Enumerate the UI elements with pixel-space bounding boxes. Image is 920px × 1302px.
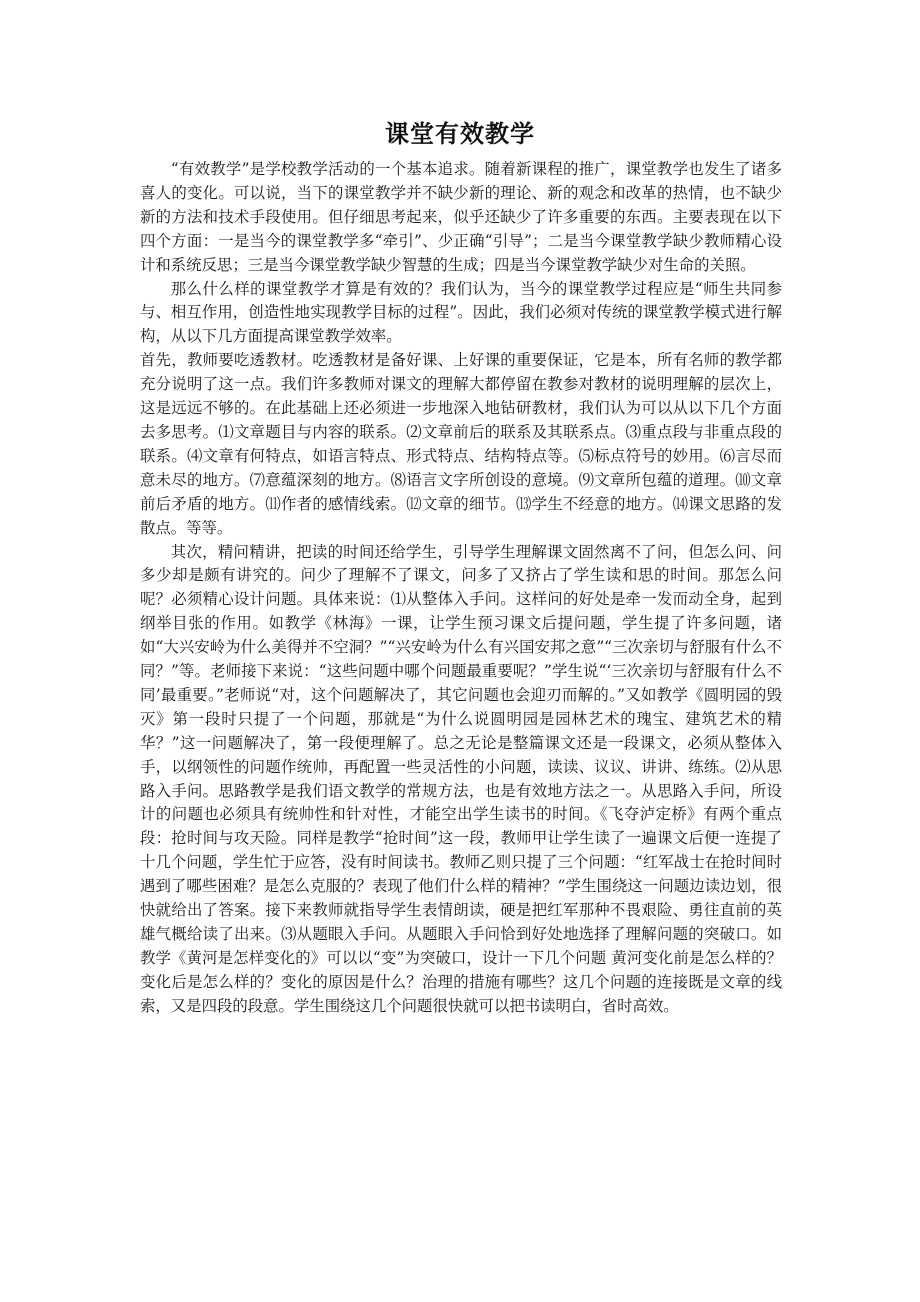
paragraph-definition: 那么什么样的课堂教学才算是有效的？我们认为，当今的课堂教学过程应是“师生共同参与、相互作用，创造性地实现教学目标的过程”。因此，我们必须对传统的课堂教学模式进行解构，从以下几方面提高课堂教学效率。 bbox=[140, 279, 782, 346]
paragraph-second-point: 其次，精问精讲，把读的时间还给学生，引导学生理解课文固然离不了问，但怎么问、问多少却是颇有讲究的。问少了理解不了课文，问多了又挤占了学生读和思的时间。那怎么问呢？必须精心设计问题。具体来说：⑴从整体入手问。这样问的好处是牵一发而动全身，起到纲举目张的作用。如教学《林海》一课，让学生预习课文后提问题，学生提了许多问题，诸如“大兴安岭为什么美得并不空洞？”“兴安岭为什么有兴国安邦之意”“三次亲切与舒服有什么不同？”等。老师接下来说：“这些问题中哪个问题最重要呢？”学生说“‘三次亲切与舒服有什么不同’最重要。”老师说“对，这个问题解决了，其它问题也会迎刃而解的。”又如教学《圆明园的毁灭》第一段时只提了一个问题，那就是“为什么说圆明园是园林艺术的瑰宝、建筑艺术的精华？”这一问题解决了，第一段便理解了。总之无论是整篇课文还是一段课文，必须从整体入手，以纲领性的问题作统帅，再配置一些灵活性的小问题，读读、议议、讲讲、练练。⑵从思路入手问。思路教学是我们语文教学的常规方法，也是有效地方法之一。从思路入手问，所设计的问题也必须具有统帅性和针对性，才能空出学生读书的时间。《飞夺泸定桥》有两个重点段：抢时间与攻天险。同样是教学“抢时间”这一段，教师甲让学生读了一遍课文后便一连提了十几个问题，学生忙于应答，没有时间读书。教师乙则只提了三个问题：“红军战士在抢时间时遇到了哪些困难？是怎么克服的？表现了他们什么样的精神？”学生围绕这一问题边读边划，很快就给出了答案。接下来教师就指导学生表情朗读，硬是把红军那种不畏艰险、勇往直前的英雄气概给读了出来。⑶从题眼入手问。从题眼入手问恰到好处地选择了理解问题的突破口。如教学《黄河是怎样变化的》可以以“变”为突破口，设计一下几个问题 黄河变化前是怎么样的？变化后是怎么样的？变化的原因是什么？治理的措施有哪些？这几个问题的连接既是文章的线索，又是四段的段意。学生围绕这几个问题很快就可以把书读明白，省时高效。 bbox=[140, 542, 782, 1015]
paragraph-intro: “有效教学”是学校教学活动的一个基本追求。随着新课程的推广，课堂教学也发生了诸多喜人的变化。可以说，当下的课堂教学并不缺少新的理论、新的观念和改革的热情，也不缺少新的方法和技术手段使用。但仔细思考起来，似乎还缺少了许多重要的东西。主要表现在以下四个方面：一是当今的课堂教学多“牵引”、少正确“引导”；二是当今课堂教学缺少教师精心设计和系统反思；三是当今课堂教学缺少智慧的生成；四是当今课堂教学缺少对生命的关照。 bbox=[140, 160, 782, 274]
paragraph-first-point: 首先，教师要吃透教材。吃透教材是备好课、上好课的重要保证，它是本，所有名师的教学都充分说明了这一点。我们许多教师对课文的理解大都停留在教参对教材的说明理解的层次上，这是远远不够的。在此基础上还必须进一步地深入地钻研教材，我们认为可以从以下几个方面去多思考。⑴文章题目与内容的联系。⑵文章前后的联系及其联系点。⑶重点段与非重点段的联系。⑷文章有何特点，如语言特点、形式特点、结构特点等。⑸标点符号的妙用。⑹言尽而意未尽的地方。⑺意蕴深刻的地方。⑻语言文字所创设的意境。⑼文章所包蕴的道理。⑽文章前后矛盾的地方。⑾作者的感情线索。⑿文章的细节。⒀学生不经意的地方。⒁课文思路的发散点。等等。 bbox=[140, 351, 782, 537]
document-title: 课堂有效教学 bbox=[385, 120, 535, 148]
document-body bbox=[140, 158, 782, 1019]
